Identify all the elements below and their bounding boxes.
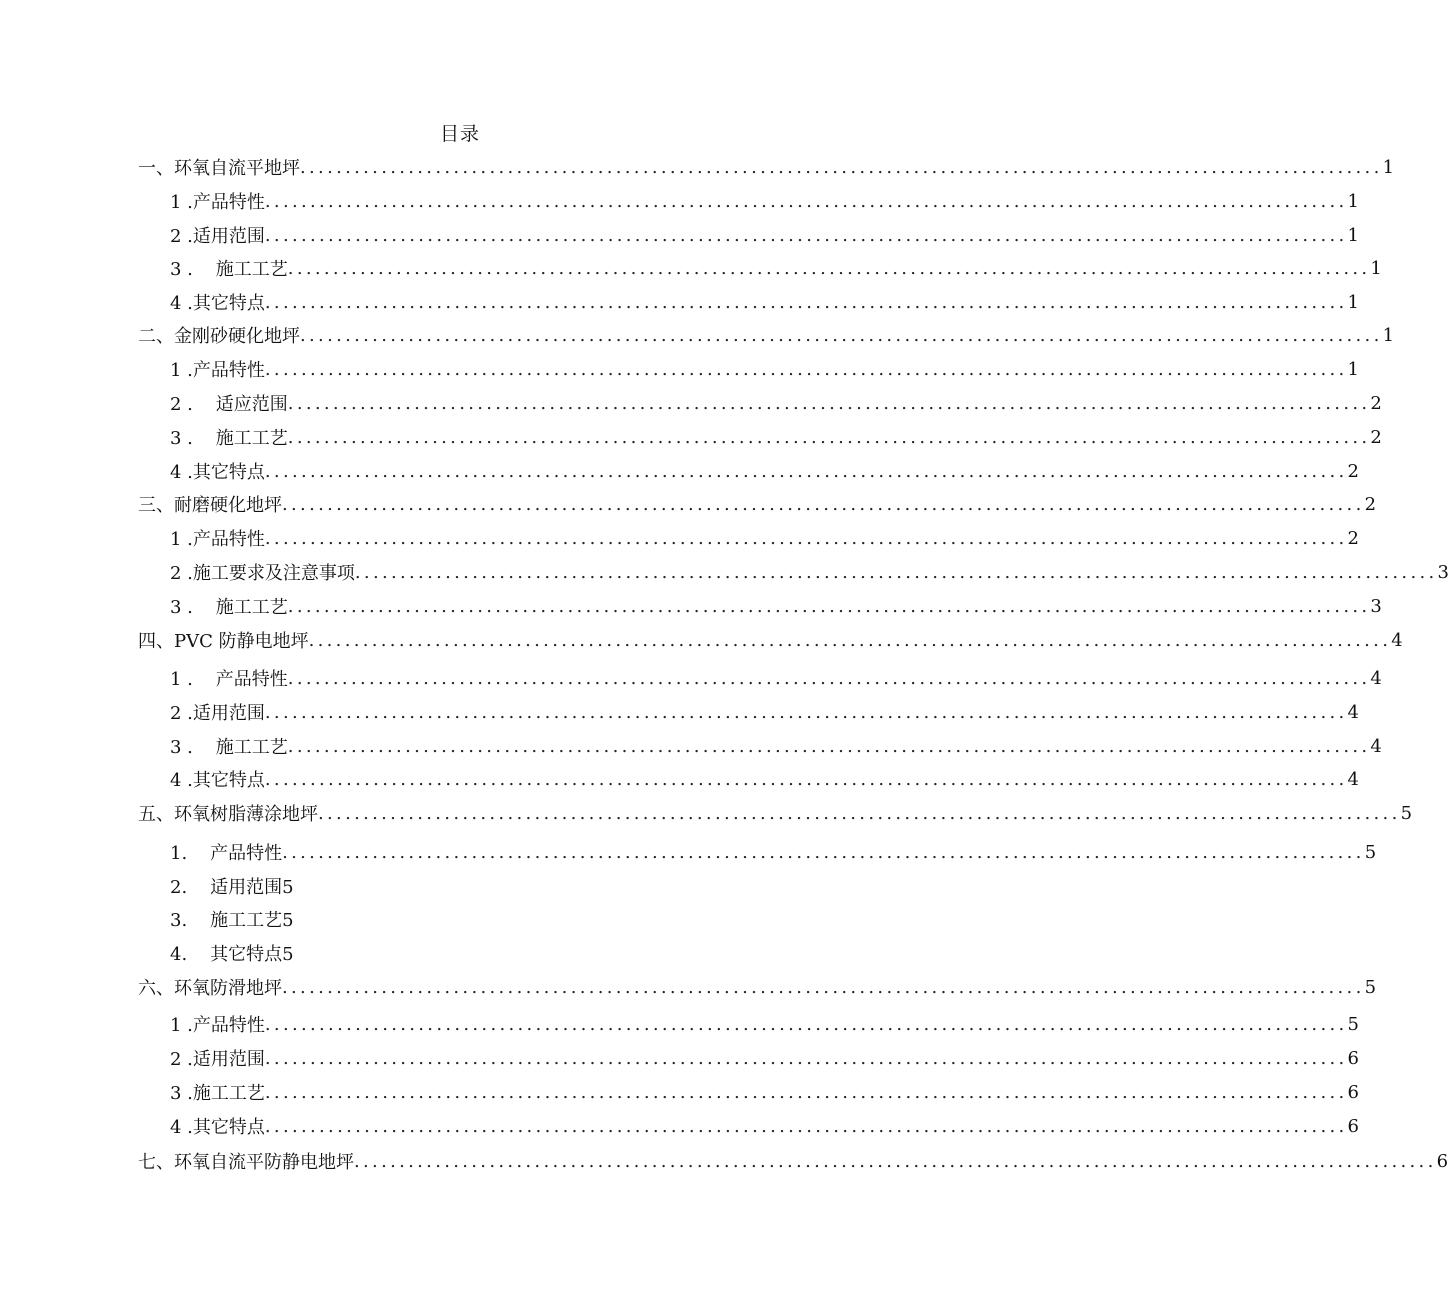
toc-page-number: 4 <box>1391 629 1403 651</box>
toc-entry-label <box>170 255 288 281</box>
toc-entry-number: 4 <box>170 293 182 314</box>
toc-entry-label <box>138 974 282 1000</box>
toc-chapter-row[interactable] <box>138 320 1395 350</box>
toc-entry-text: 施工工艺 <box>215 259 288 280</box>
toc-entry-separator <box>187 944 210 965</box>
toc-entry-text: 其它特点 <box>192 770 265 791</box>
toc-section-row[interactable] <box>138 1043 1359 1073</box>
toc-dot-leader: ........................................................................................................................ <box>300 325 1383 346</box>
toc-entry-number: 2 <box>170 394 182 415</box>
toc-section-row[interactable] <box>138 697 1359 727</box>
toc-entry-number: 2. <box>170 877 188 898</box>
toc-page-number: 2 <box>1347 460 1359 482</box>
toc-dot-leader: ........................................................................................................................ <box>287 596 1371 617</box>
toc-entry-label <box>138 491 282 517</box>
toc-section-row[interactable] <box>138 253 1382 283</box>
toc-entry-text: 施工工艺 <box>215 597 288 618</box>
toc-page-number: 5 <box>1364 976 1377 998</box>
toc-entry-text: 产品特性 <box>192 1015 265 1036</box>
toc-entry-label <box>170 839 282 865</box>
toc-entry-label <box>170 906 294 932</box>
toc-section-row[interactable] <box>138 731 1382 761</box>
toc-dot-leader: ........................................................................................................................ <box>264 1048 1348 1069</box>
toc-chapter-row[interactable] <box>138 152 1395 182</box>
toc-section-row[interactable] <box>138 591 1382 621</box>
toc-entry-label <box>138 1148 354 1174</box>
toc-entry-text: 一、环氧自流平地坪 <box>138 158 300 179</box>
toc-entry-number: 3 <box>170 428 182 449</box>
toc-dot-leader: ........................................................................................................................ <box>308 630 1392 651</box>
toc-entry-label <box>170 356 265 382</box>
toc-section-row[interactable] <box>138 557 1449 587</box>
toc-entry-label <box>170 390 288 416</box>
toc-entry-text: 三、耐磨硬化地坪 <box>138 495 282 516</box>
toc-entry-label <box>170 188 265 214</box>
toc-entry-number: 3 <box>170 597 182 618</box>
toc-section-row[interactable] <box>138 354 1359 384</box>
toc-entry-separator: . <box>181 1049 193 1070</box>
toc-entry-text: 五、环氧树脂薄涂地坪 <box>138 804 318 825</box>
toc-dot-leader: ........................................................................................................................ <box>300 157 1383 178</box>
toc-entry-label <box>170 1079 265 1105</box>
toc-entry-text: 产品特性 <box>192 360 265 381</box>
toc-entry-separator: . <box>181 462 193 483</box>
toc-dot-leader: ........................................................................................................................ <box>354 562 1438 583</box>
toc-entry-text: 其它特点5 <box>210 944 294 965</box>
toc-page-number: 4 <box>1347 701 1359 723</box>
toc-entry-separator: . <box>181 360 193 381</box>
toc-entry-separator <box>187 877 210 898</box>
toc-entry-text: 二、金刚砂硬化地坪 <box>138 326 300 347</box>
toc-entry-text: 四、PVC 防静电地坪 <box>138 631 309 652</box>
toc-entry-separator: . <box>181 394 216 415</box>
toc-dot-leader: ........................................................................................................................ <box>264 292 1348 313</box>
toc-section-row[interactable] <box>138 938 778 968</box>
toc-page-number: 2 <box>1364 493 1377 515</box>
toc-entry-number: 1 <box>170 360 182 381</box>
toc-page-number: 5 <box>1400 802 1413 824</box>
toc-entry-text: 适用范围5 <box>210 877 294 898</box>
toc-section-row[interactable] <box>138 764 1359 794</box>
toc-entry-text: 产品特性 <box>210 843 283 864</box>
toc-section-row[interactable] <box>138 871 778 901</box>
toc-section-row[interactable] <box>138 1009 1359 1039</box>
toc-entry-text: 产品特性 <box>192 192 265 213</box>
toc-entry-text: 七、环氧自流平防静电地坪 <box>138 1152 354 1173</box>
toc-section-row[interactable] <box>138 220 1359 250</box>
toc-entry-number: 2 <box>170 563 182 584</box>
toc-entry-label <box>138 627 309 653</box>
toc-chapter-row[interactable] <box>138 625 1403 655</box>
toc-page-number: 1 <box>1347 291 1359 313</box>
toc-entry-separator: . <box>181 192 193 213</box>
toc-entry-label <box>170 525 265 551</box>
toc-entry-text: 其它特点 <box>192 293 265 314</box>
toc-entry-label <box>170 1011 265 1037</box>
toc-page-number: 6 <box>1347 1081 1359 1103</box>
toc-entry-text: 适用范围 <box>192 703 265 724</box>
toc-section-row[interactable] <box>138 1077 1359 1107</box>
toc-entry-text: 产品特性 <box>192 529 265 550</box>
toc-entry-separator <box>187 910 210 931</box>
toc-entry-text: 六、环氧防滑地坪 <box>138 978 282 999</box>
toc-entry-separator <box>187 843 210 864</box>
toc-entry-number: 3 <box>170 1083 182 1104</box>
toc-entry-separator: . <box>181 428 216 449</box>
toc-entry-number: 3 <box>170 259 182 280</box>
toc-page-number: 6 <box>1436 1150 1449 1172</box>
toc-page-number: 3 <box>1370 595 1382 617</box>
toc-entry-separator: . <box>181 770 193 791</box>
toc-page-number: 3 <box>1437 561 1449 583</box>
toc-entry-label <box>170 699 265 725</box>
toc-section-row[interactable] <box>138 456 1359 486</box>
toc-dot-leader: ........................................................................................................................ <box>264 1082 1348 1103</box>
toc-entry-text: 施工工艺 <box>215 737 288 758</box>
toc-entry-separator: . <box>181 1117 193 1138</box>
toc-dot-leader: ........................................................................................................................ <box>354 1151 1437 1172</box>
toc-dot-leader: ........................................................................................................................ <box>287 393 1371 414</box>
toc-page-number: 1 <box>1347 190 1359 212</box>
toc-page-number: 2 <box>1370 392 1382 414</box>
toc-entry-label <box>138 322 300 348</box>
toc-entry-separator: . <box>181 597 216 618</box>
toc-entry-label <box>138 154 300 180</box>
toc-entry-number: 4. <box>170 944 188 965</box>
toc-entry-text: 施工工艺 <box>192 1083 265 1104</box>
toc-dot-leader: ........................................................................................................................ <box>264 702 1348 723</box>
toc-entry-number: 3. <box>170 910 188 931</box>
toc-dot-leader: ........................................................................................................................ <box>287 427 1371 448</box>
toc-entry-separator: . <box>181 737 216 758</box>
toc-section-row[interactable] <box>138 663 1382 693</box>
toc-entry-text: 施工工艺5 <box>210 910 294 931</box>
toc-dot-leader: ........................................................................................................................ <box>282 977 1365 998</box>
toc-page-number: 4 <box>1347 768 1359 790</box>
toc-dot-leader: ........................................................................................................................ <box>264 359 1348 380</box>
toc-section-row[interactable] <box>138 837 1377 867</box>
toc-dot-leader: ........................................................................................................................ <box>287 668 1371 689</box>
toc-dot-leader: ........................................................................................................................ <box>264 1014 1348 1035</box>
toc-chapter-row[interactable] <box>138 798 1413 828</box>
toc-entry-label <box>170 458 265 484</box>
toc-entry-separator: . <box>181 1083 193 1104</box>
toc-chapter-row[interactable] <box>138 1146 1449 1176</box>
toc-entry-label <box>170 1045 265 1071</box>
toc-entry-number: 1. <box>170 843 188 864</box>
toc-entry-number: 3 <box>170 737 182 758</box>
toc-page-number: 6 <box>1347 1047 1359 1069</box>
toc-entry-number: 1 <box>170 529 182 550</box>
toc-entry-separator: . <box>181 529 193 550</box>
toc-section-row[interactable] <box>138 186 1359 216</box>
toc-entry-separator: . <box>181 1015 193 1036</box>
toc-dot-leader: ........................................................................................................................ <box>282 494 1365 515</box>
toc-dot-leader: ........................................................................................................................ <box>264 191 1348 212</box>
toc-chapter-row[interactable] <box>138 972 1377 1002</box>
toc-entry-label <box>138 800 318 826</box>
toc-chapter-row[interactable] <box>138 489 1377 519</box>
toc-dot-leader: ........................................................................................................................ <box>264 461 1348 482</box>
toc-entry-text: 其它特点 <box>192 462 265 483</box>
toc-page-number: 4 <box>1370 667 1382 689</box>
toc-entry-number: 2 <box>170 226 182 247</box>
toc-entry-label <box>170 766 265 792</box>
toc-entry-text: 施工要求及注意事项 <box>192 563 355 584</box>
toc-entry-number: 1 <box>170 669 182 690</box>
toc-entry-number: 2 <box>170 703 182 724</box>
toc-entry-number: 4 <box>170 462 182 483</box>
toc-page-number: 1 <box>1382 324 1395 346</box>
toc-dot-leader: ........................................................................................................................ <box>282 842 1365 863</box>
toc-dot-leader: ........................................................................................................................ <box>264 528 1348 549</box>
toc-section-row[interactable] <box>138 523 1359 553</box>
toc-page-number: 5 <box>1347 1013 1359 1035</box>
toc-entry-number: 4 <box>170 770 182 791</box>
toc-entry-separator: . <box>181 563 193 584</box>
toc-section-row[interactable] <box>138 1111 1359 1141</box>
toc-page-number: 4 <box>1370 735 1382 757</box>
toc-dot-leader: ........................................................................................................................ <box>318 803 1401 824</box>
toc-entry-separator: . <box>181 703 193 724</box>
toc-entry-text: 其它特点 <box>192 1117 265 1138</box>
toc-dot-leader: ........................................................................................................................ <box>287 258 1371 279</box>
toc-entry-label <box>170 940 294 966</box>
toc-entry-label <box>170 665 288 691</box>
toc-dot-leader: ........................................................................................................................ <box>264 1116 1348 1137</box>
toc-entry-label <box>170 873 294 899</box>
toc-page-number: 2 <box>1347 527 1359 549</box>
toc-entry-text: 适用范围 <box>192 1049 265 1070</box>
toc-page-number: 1 <box>1382 156 1395 178</box>
toc-page-number: 5 <box>1364 841 1377 863</box>
toc-entry-label <box>170 222 265 248</box>
toc-entry-separator: . <box>181 226 193 247</box>
toc-page-number: 1 <box>1370 257 1382 279</box>
toc-section-row[interactable] <box>138 904 778 934</box>
toc-page-number: 6 <box>1347 1115 1359 1137</box>
toc-entry-label <box>170 733 288 759</box>
toc-page-number: 1 <box>1347 224 1359 246</box>
toc-section-row[interactable] <box>138 287 1359 317</box>
toc-entry-separator: . <box>181 293 193 314</box>
toc-dot-leader: ........................................................................................................................ <box>264 769 1348 790</box>
toc-page-number: 2 <box>1370 426 1382 448</box>
toc-entry-label <box>170 289 265 315</box>
toc-entry-text: 施工工艺 <box>215 428 288 449</box>
toc-entry-text: 适用范围 <box>192 226 265 247</box>
toc-page-number: 1 <box>1347 358 1359 380</box>
toc-entry-label <box>170 1113 265 1139</box>
toc-dot-leader: ........................................................................................................................ <box>264 225 1348 246</box>
toc-entry-number: 4 <box>170 1117 182 1138</box>
page-title: 目录 <box>439 123 480 145</box>
toc-section-row[interactable] <box>138 388 1382 418</box>
toc-entry-label <box>170 424 288 450</box>
toc-entry-separator: . <box>181 259 216 280</box>
toc-section-row[interactable] <box>138 422 1382 452</box>
toc-entry-text: 适应范围 <box>215 394 288 415</box>
toc-entry-text: 产品特性 <box>215 669 288 690</box>
toc-entry-number: 1 <box>170 1015 182 1036</box>
toc-entry-label <box>170 593 288 619</box>
toc-entry-number: 1 <box>170 192 182 213</box>
toc-entry-label <box>170 559 355 585</box>
toc-entry-number: 2 <box>170 1049 182 1070</box>
toc-dot-leader: ........................................................................................................................ <box>287 736 1371 757</box>
toc-entry-separator: . <box>181 669 216 690</box>
